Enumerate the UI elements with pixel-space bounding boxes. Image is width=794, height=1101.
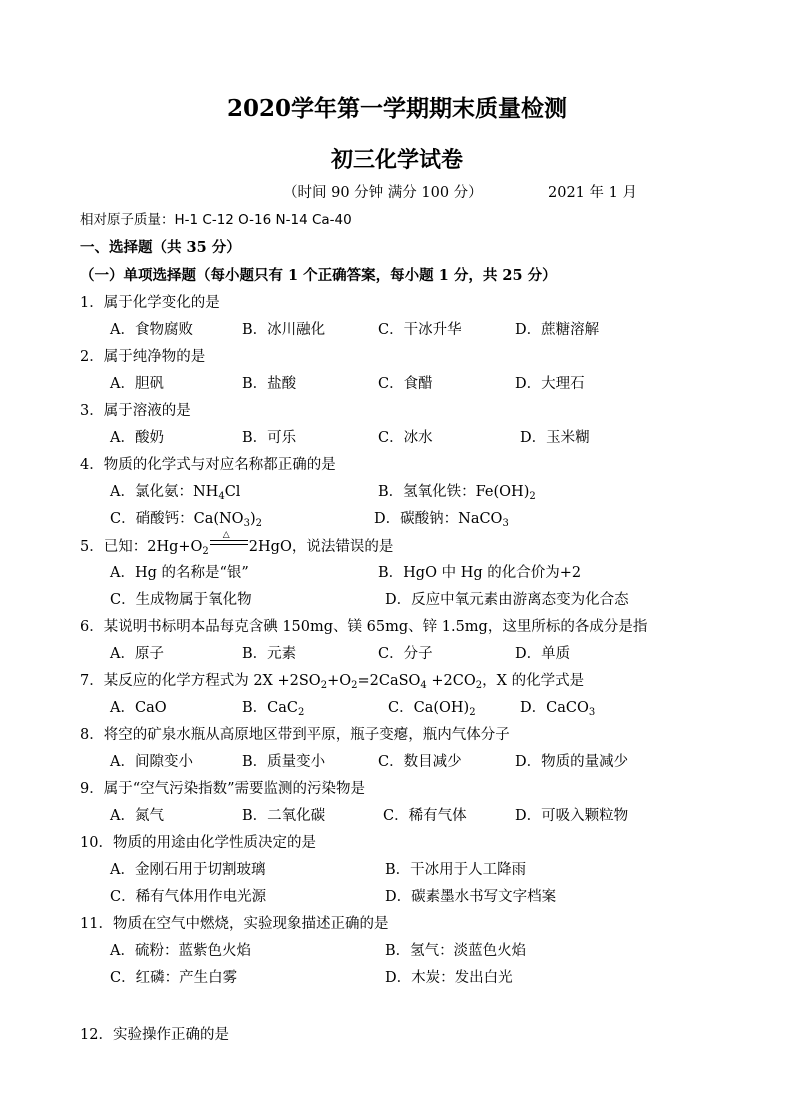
q5-option-b: B．HgO 中 Hg 的化合价为+2: [378, 565, 582, 581]
section-title: 一、选择题（共 35 分）: [80, 239, 241, 256]
exam-subtitle: 初三化学试卷: [330, 147, 463, 173]
q11-option-d: D．木炭：发出白光: [385, 970, 513, 986]
question-1-stem: 1．属于化学变化的是: [80, 295, 220, 311]
q1-option-a: A．食物腐败: [110, 322, 193, 338]
q7-option-a: A．CaO: [110, 700, 167, 716]
q5-option-d: D．反应中氧元素由游离态变为化合态: [385, 592, 629, 608]
q8-option-d: D．物质的量减少: [515, 754, 629, 770]
q7-option-b: B．CaC$_2$: [242, 700, 305, 718]
q11-option-c: C．红磷：产生白雾: [110, 970, 238, 986]
heating-condition: △: [210, 536, 248, 550]
q9-option-c: C．稀有气体: [383, 808, 467, 824]
q8-option-c: C．数目减少: [378, 754, 462, 770]
q8-option-b: B．质量变小: [242, 754, 326, 770]
exam-date: 2021 年 1 月: [548, 185, 637, 201]
q10-option-a: A．金刚石用于切割玻璃: [110, 862, 266, 878]
q2-option-d: D．大理石: [515, 376, 585, 392]
q3-option-a: A．酸奶: [110, 430, 164, 446]
q5-option-a: A．Hg 的名称是“银”: [110, 565, 249, 581]
q4-option-b: B．氢氧化铁：$Fe(OH)_2$: [378, 484, 536, 502]
q3-option-d: D．玉米糊: [520, 430, 590, 446]
q11-option-a: A．硫粉：蓝紫色火焰: [110, 943, 251, 959]
question-8-stem: 8．将空的矿泉水瓶从高原地区带到平原，瓶子变瘪，瓶内气体分子: [80, 727, 510, 743]
section-subtitle: （一）单项选择题（每小题只有 1 个正确答案，每小题 1 分，共 25 分）: [80, 267, 557, 284]
question-6-stem: 6．某说明书标明本品每克含碘 150mg、镁 65mg、锌 1.5mg，这里所标的各成分是指: [80, 619, 648, 635]
question-4-stem: 4．物质的化学式与对应名称都正确的是: [80, 457, 336, 473]
q7-option-c: C．$Ca(OH)_2$: [388, 700, 476, 718]
question-11-stem: 11．物质在空气中燃烧，实验现象描述正确的是: [80, 916, 389, 932]
q9-option-d: D．可吸入颗粒物: [515, 808, 629, 824]
q10-option-d: D．碳素墨水书写文字档案: [385, 889, 557, 905]
q1-option-b: B．冰川融化: [242, 322, 326, 338]
exam-title: 2020学年第一学期期末质量检测: [226, 95, 567, 122]
q9-option-b: B．二氧化碳: [242, 808, 326, 824]
atomic-masses: 相对原子质量：H-1 C-12 O-16 N-14 Ca-40: [80, 212, 352, 228]
q6-option-c: C．分子: [378, 646, 433, 662]
question-2-stem: 2．属于纯净物的是: [80, 349, 206, 365]
q3-option-c: C．冰水: [378, 430, 433, 446]
question-12-stem: 12．实验操作正确的是: [80, 1027, 229, 1043]
q8-option-a: A．间隙变小: [110, 754, 193, 770]
question-7-stem: 7．某反应的化学方程式为 $2X +2SO_2+O_2=2CaSO_4 +2CO_2$，X 的化学式是: [80, 673, 585, 691]
q4-option-a: A．氯化氨：$NH_4Cl$: [110, 484, 241, 502]
q10-option-c: C．稀有气体用作电光源: [110, 889, 267, 905]
q7-option-d: D．CaCO$_3$: [520, 700, 596, 718]
q6-option-d: D．单质: [515, 646, 571, 662]
q6-option-b: B．元素: [242, 646, 297, 662]
q4-option-c: C．硝酸钙：$Ca(NO_3)_2$: [110, 511, 262, 529]
q5-option-c: C．生成物属于氧化物: [110, 592, 252, 608]
q1-option-c: C．干冰升华: [378, 322, 462, 338]
exam-info: （时间 90 分钟 满分 100 分）: [283, 185, 483, 201]
q10-option-b: B．干冰用于人工降雨: [385, 862, 527, 878]
q1-option-d: D．蔗糖溶解: [515, 322, 600, 338]
q6-option-a: A．原子: [110, 646, 164, 662]
q4-option-d: D．碳酸钠：NaCO$_3$: [374, 511, 509, 529]
q3-option-b: B．可乐: [242, 430, 297, 446]
q9-option-a: A．氮气: [110, 808, 164, 824]
q11-option-b: B．氢气：淡蓝色火焰: [385, 943, 527, 959]
q2-option-a: A．胆矾: [110, 376, 164, 392]
q2-option-b: B．盐酸: [242, 376, 297, 392]
question-3-stem: 3．属于溶液的是: [80, 403, 191, 419]
question-5-stem: 5．已知：$2Hg+O_2$ △ 2HgO，说法错误的是: [80, 530, 394, 557]
question-10-stem: 10．物质的用途由化学性质决定的是: [80, 835, 316, 851]
q2-option-c: C．食醋: [378, 376, 433, 392]
question-9-stem: 9．属于“空气污染指数”需要监测的污染物是: [80, 781, 366, 797]
